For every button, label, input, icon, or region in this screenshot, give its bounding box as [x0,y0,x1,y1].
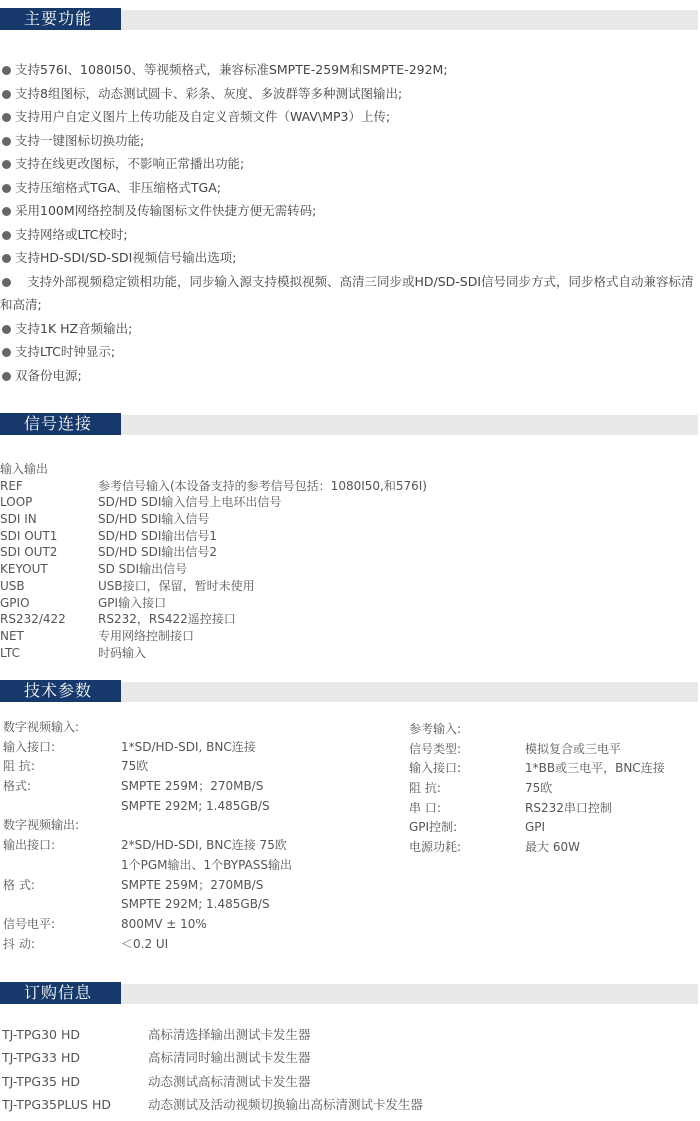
bullet-icon [2,372,11,381]
bullet-icon [2,325,11,334]
connection-port: SDI OUT2 [0,545,58,560]
spec-label: GPI控制: [409,820,458,835]
spec-row [3,757,292,777]
spec-row [3,816,292,836]
spec-value: 75欧 [525,781,553,796]
feature-text: 支持在线更改图标，不影响正常播出功能; [15,156,245,171]
feature-text: 支持压缩格式TGA、非压缩格式TGA; [15,179,221,195]
spec-label: 输出接口: [3,838,56,853]
feature-item [0,317,700,341]
spec-row [3,935,292,955]
order-desc: 动态测试高标清测试卡发生器 [148,1073,311,1089]
bullet-icon [2,160,11,169]
section-header-specs [0,680,700,702]
spec-row [3,777,292,797]
feature-list [0,58,700,387]
connections-heading: 输入输出 [0,462,49,476]
connection-row [0,578,427,595]
connection-row [0,478,427,495]
feature-text: 采用100M网络控制及传输图标文件快捷方便无需转码; [15,203,317,218]
connection-row [0,645,427,662]
connection-port: RS232/422 [0,612,66,627]
connections-table [0,461,427,661]
connection-row [0,511,427,528]
feature-text: 支持用户自定义图片上传功能及自定义音频文件（WAV\MP3）上传; [15,109,391,124]
feature-item [0,199,700,223]
spec-value: 模拟复合或三电平 [525,741,622,756]
connection-desc: SD SDI输出信号 [98,562,188,577]
feature-text: 支持LTC时钟显示; [15,344,116,359]
spec-row [409,838,665,858]
spec-row [409,818,665,838]
bullet-icon [2,254,11,263]
bullet-icon [2,278,11,287]
section-title: 订购信息 [0,982,118,1004]
order-desc: 动态测试及活动视频切换输出高标清测试卡发生器 [148,1096,424,1112]
spec-label: 抖 动: [3,936,35,951]
order-row [2,1046,423,1069]
bullet-icon [2,184,11,193]
bullet-icon [2,66,11,75]
spec-value: 800MV ± 10% [121,916,207,931]
spec-row [3,836,292,856]
feature-text: 支持外部视频稳定锁相功能，同步输入源支持模拟视频、高清三同步或HD/SD-SDI信号同步方式，同步格式自动兼容标清和高清; [0,273,694,312]
connection-desc: SD/HD SDI输出信号1 [98,528,218,543]
spec-label: 数字视频输出: [3,818,80,833]
spec-label: 串 口: [409,800,441,815]
spec-row [3,915,292,935]
bullet-icon [2,348,11,357]
spec-label: 电源功耗: [409,840,462,855]
feature-text: 双备份电源; [15,367,82,383]
connection-desc: SD/HD SDI输入信号上电环出信号 [98,495,282,510]
spec-label: 信号电平: [3,916,56,931]
order-model: TJ-TPG35PLUS HD [2,1096,111,1112]
section-title: 技术参数 [0,680,118,702]
feature-item [0,176,700,200]
feature-item [0,340,700,364]
specs-right [409,720,665,858]
spec-label: 阻 抗: [3,759,35,774]
feature-text: 支持一键图标切换功能; [15,132,145,148]
spec-label: 参考输入: [409,722,462,736]
connection-desc: RS232，RS422遥控接口 [98,612,236,627]
bullet-icon [2,231,11,240]
feature-text: 支持576I、1080I50、等视频格式，兼容标准SMPTE-259M和SMPTE-292M; [15,62,448,77]
feature-item [0,82,700,106]
spec-value: SMPTE 292M; 1.485GB/S [121,897,270,912]
bullet-icon [2,137,11,146]
connection-port: KEYOUT [0,562,48,577]
spec-row [3,718,292,738]
spec-row [409,740,665,760]
feature-item [0,58,700,82]
order-row [2,1070,423,1093]
feature-item [0,105,700,129]
connection-desc: 参考信号输入(本设备支持的参考信号包括：1080I50,和576I) [98,478,427,493]
order-model: TJ-TPG33 HD [2,1050,81,1066]
spec-row [3,856,292,876]
connection-port: GPIO [0,595,30,610]
spec-row [3,797,292,817]
connection-port: LTC [0,645,21,660]
bullet-icon [2,207,11,216]
order-row [2,1093,423,1116]
spec-value: SMPTE 259M；270MB/S [121,779,264,794]
spec-row [3,895,292,915]
connection-port: USB [0,578,25,593]
section-header-connections [0,413,700,435]
bullet-icon [2,90,11,99]
connection-desc: SD/HD SDI输入信号 [98,512,210,527]
spec-label: 格式: [3,779,32,794]
connection-port: LOOP [0,495,33,510]
section-title: 主要功能 [0,8,118,30]
feature-item [0,246,700,270]
section-title: 信号连接 [0,413,118,435]
feature-text: 支持HD-SDI/SD-SDI视频信号输出选项; [15,250,237,265]
spec-label: 输入接口: [409,761,462,776]
spec-value: SMPTE 259M；270MB/S [121,877,264,892]
spec-value: 75欧 [121,759,149,774]
connection-desc: USB接口，保留，暂时未使用 [98,578,255,593]
spec-value: ＜0.2 UI [121,936,169,951]
spec-row [409,779,665,799]
order-desc: 高标清选择输出测试卡发生器 [148,1027,311,1042]
connection-desc: 专用网络控制接口 [98,628,195,643]
connection-desc: 时码输入 [98,645,147,660]
spec-label: 阻 抗: [409,781,441,796]
section-header-features [0,8,700,30]
feature-item [0,129,700,153]
spec-value: 1*SD/HD-SDI, BNC连接 [121,739,256,754]
connection-row [0,628,427,645]
order-desc: 高标清同时输出测试卡发生器 [148,1050,311,1066]
feature-text: 支持网络或LTC校时; [15,226,128,242]
section-header-ordering [0,982,700,1004]
spec-label: 数字视频输入: [3,720,80,734]
spec-row [409,799,665,819]
connection-row [0,528,427,545]
connection-row [0,611,427,628]
spec-value: 1个PGM输出、1个BYPASS输出 [121,857,292,872]
order-model: TJ-TPG35 HD [2,1073,81,1089]
order-row [2,1023,423,1046]
feature-item [0,152,700,176]
bullet-icon [2,113,11,122]
spec-label: 格 式: [3,877,35,892]
spec-value: 2*SD/HD-SDI, BNC连接 75欧 [121,838,287,853]
spec-row [409,720,665,740]
spec-value: RS232串口控制 [525,800,612,815]
connection-desc: SD/HD SDI输出信号2 [98,545,218,560]
connection-row [0,494,427,511]
specs-left [3,718,292,954]
spec-row [3,738,292,758]
feature-item [0,223,700,247]
spec-value: 1*BB或三电平，BNC连接 [525,761,665,776]
order-model: TJ-TPG30 HD [2,1027,81,1042]
ordering-table [2,1023,423,1116]
connection-port: SDI OUT1 [0,528,58,543]
connection-port: SDI IN [0,512,37,527]
connection-row [0,561,427,578]
feature-item [0,270,700,317]
spec-label: 信号类型: [409,741,462,756]
connection-row [0,544,427,561]
spec-label: 输入接口: [3,739,56,754]
spec-value: SMPTE 292M; 1.485GB/S [121,798,270,813]
spec-row [3,876,292,896]
spec-row [409,759,665,779]
feature-text: 支持8组图标，动态测试圆卡、彩条、灰度、多波群等多种测试图输出; [15,85,403,101]
connection-port: REF [0,478,23,493]
feature-text: 支持1K HZ音频输出; [15,320,133,336]
connection-port: NET [0,628,24,643]
spec-value: GPI [525,820,546,835]
spec-value: 最大 60W [525,840,580,855]
feature-item [0,364,700,388]
connection-desc: GPI输入接口 [98,595,167,610]
connection-row [0,595,427,612]
